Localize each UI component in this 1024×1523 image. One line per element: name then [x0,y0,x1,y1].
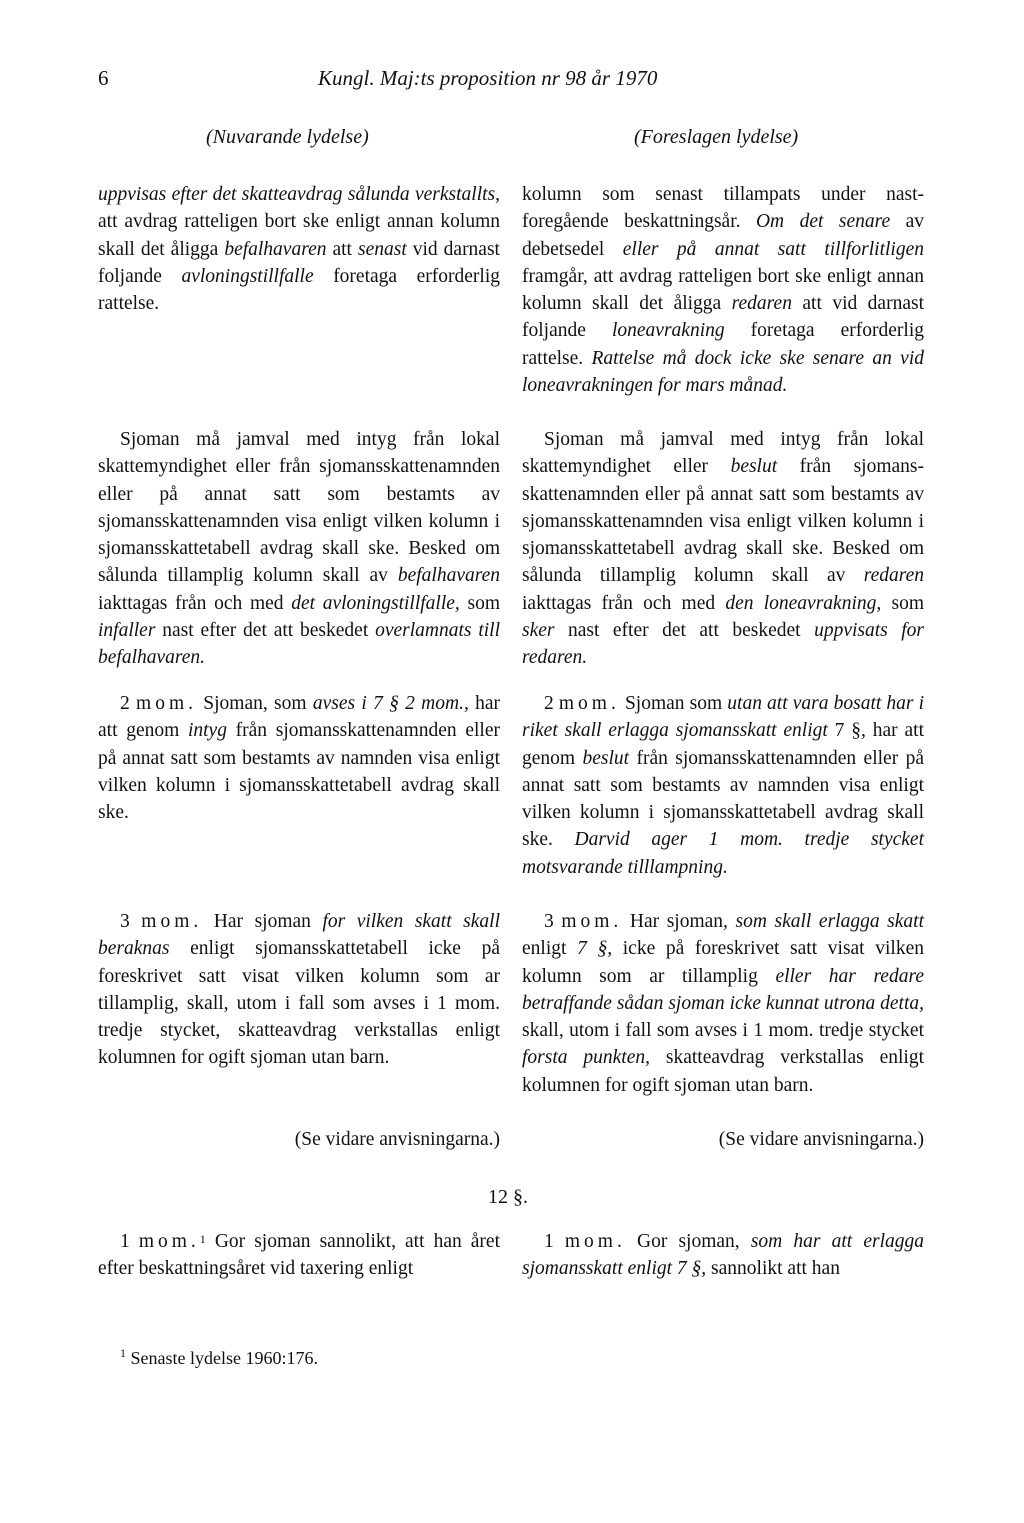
left-para-1: uppvisas efter det skatteavdrag sålunda verkstallts, att avdrag ratteligen bort ske enligt annan kolumn skall det åligga befalhavaren att senast vid darnast foljande avloningstillfalle foretaga erforderlig rattelse. [98,184,500,315]
left-para-3: 2 mom. Sjoman, som avses i 7 § 2 mom., har att genom intyg från sjomansskattenamnden eller på annat satt som bestamts av namnden visa enligt vilken kolumn i sjomansskattetabell avdrag skall ske. [98,693,501,824]
section-number: 12 §. [488,1186,528,1208]
left-para-12: 1 mom.$^1$ Gor sjoman sannolikt, att han året efter beskattningsåret vid taxering enligt [98,1231,500,1280]
left-see-further: (Se vidare anvisningarna.) [294,1129,500,1150]
page-number: 6 [98,66,109,90]
right-para-1: kolumn som senast tillampats under nastforegående beskattningsår. Om det senare av debetsedel eller på annat satt tillforlitligen framgår, att avdrag ratteligen bort ske enligt annan kolumn skall det åligga redaren att vid darnast foljande loneavrakning foretaga erforderlig rattelse. Rattelse må dock icke ske senare an vid loneavrakningen for mars månad. [522,184,925,397]
footnote-text: Senaste lydelse 1960:176. [130,1348,318,1368]
right-para-2: Sjoman må jamval med intyg från lokal skattemyndighet eller beslut från sjomansskattenamnden eller på annat satt som bestamts av sjomansskattenamnden visa enligt vilken kolumn i sjomansskattetabell avdrag skall ske. Besked om sålunda tillamplig kolumn skall av redaren iakttagas från och med den loneavrakning, som sker nast efter det att beskedet uppvisats for redaren. [522,429,924,669]
footnote [120,1348,318,1369]
right-para-4: 3 mom. Har sjoman, som skall erlagga skatt enligt 7 §, icke på foreskrivet satt visat vilken kolumn som ar tillamplig eller har redare betraffande sådan sjoman icke kunnat utrona detta, skall, utom i fall som avses i 1 mom. tredje stycket forsta punkten, skatteavdrag verkstallas enligt kolumnen for ogift sjoman utan barn. [522,911,925,1096]
right-column-heading: (Foreslagen lydelse) [634,126,799,148]
left-column-heading: (Nuvarande lydelse) [206,126,369,148]
footnote-marker: 1 [120,1346,126,1360]
right-para-3: 2 mom. Sjoman som utan att vara bosatt har i riket skall erlagga sjomansskatt enligt 7 §, har att genom beslut från sjomansskattenamnden eller på annat satt som bestamts av namnden visa enligt vilken kolumn i sjomansskattetabell avdrag skall ske. Darvid ager 1 mom. tredje stycket motsvarande tilllampning. [522,693,925,878]
left-para-4: 3 mom. Har sjoman for vilken skatt skall beraknas enligt sjomansskattetabell icke på foreskrivet satt visat vilken kolumn som ar tillamplig, skall, utom i fall som avses i 1 mom. tredje stycket, skatteavdrag verkstallas enligt kolumnen for ogift sjoman utan barn. [98,911,501,1069]
right-see-further: (Se vidare anvisningarna.) [718,1129,924,1150]
right-para-12: 1 mom. Gor sjoman, som har att erlagga sjomansskatt enligt 7 §, sannolikt att han [522,1231,924,1280]
left-para-2: Sjoman må jamval med intyg från lokal skattemyndighet eller från sjomansskattenamnden eller på annat satt som bestamts av sjomansskattenamnden visa enligt vilken kolumn i sjomansskattetabell avdrag skall ske. Besked om sålunda tillamplig kolumn skall av befalhavaren iakttagas från och med det avloningstillfalle, som infaller nast efter det att beskedet overlamnats till befalhavaren. [98,429,501,669]
running-title: Kungl. Maj:ts proposition nr 98 år 1970 [318,66,658,90]
